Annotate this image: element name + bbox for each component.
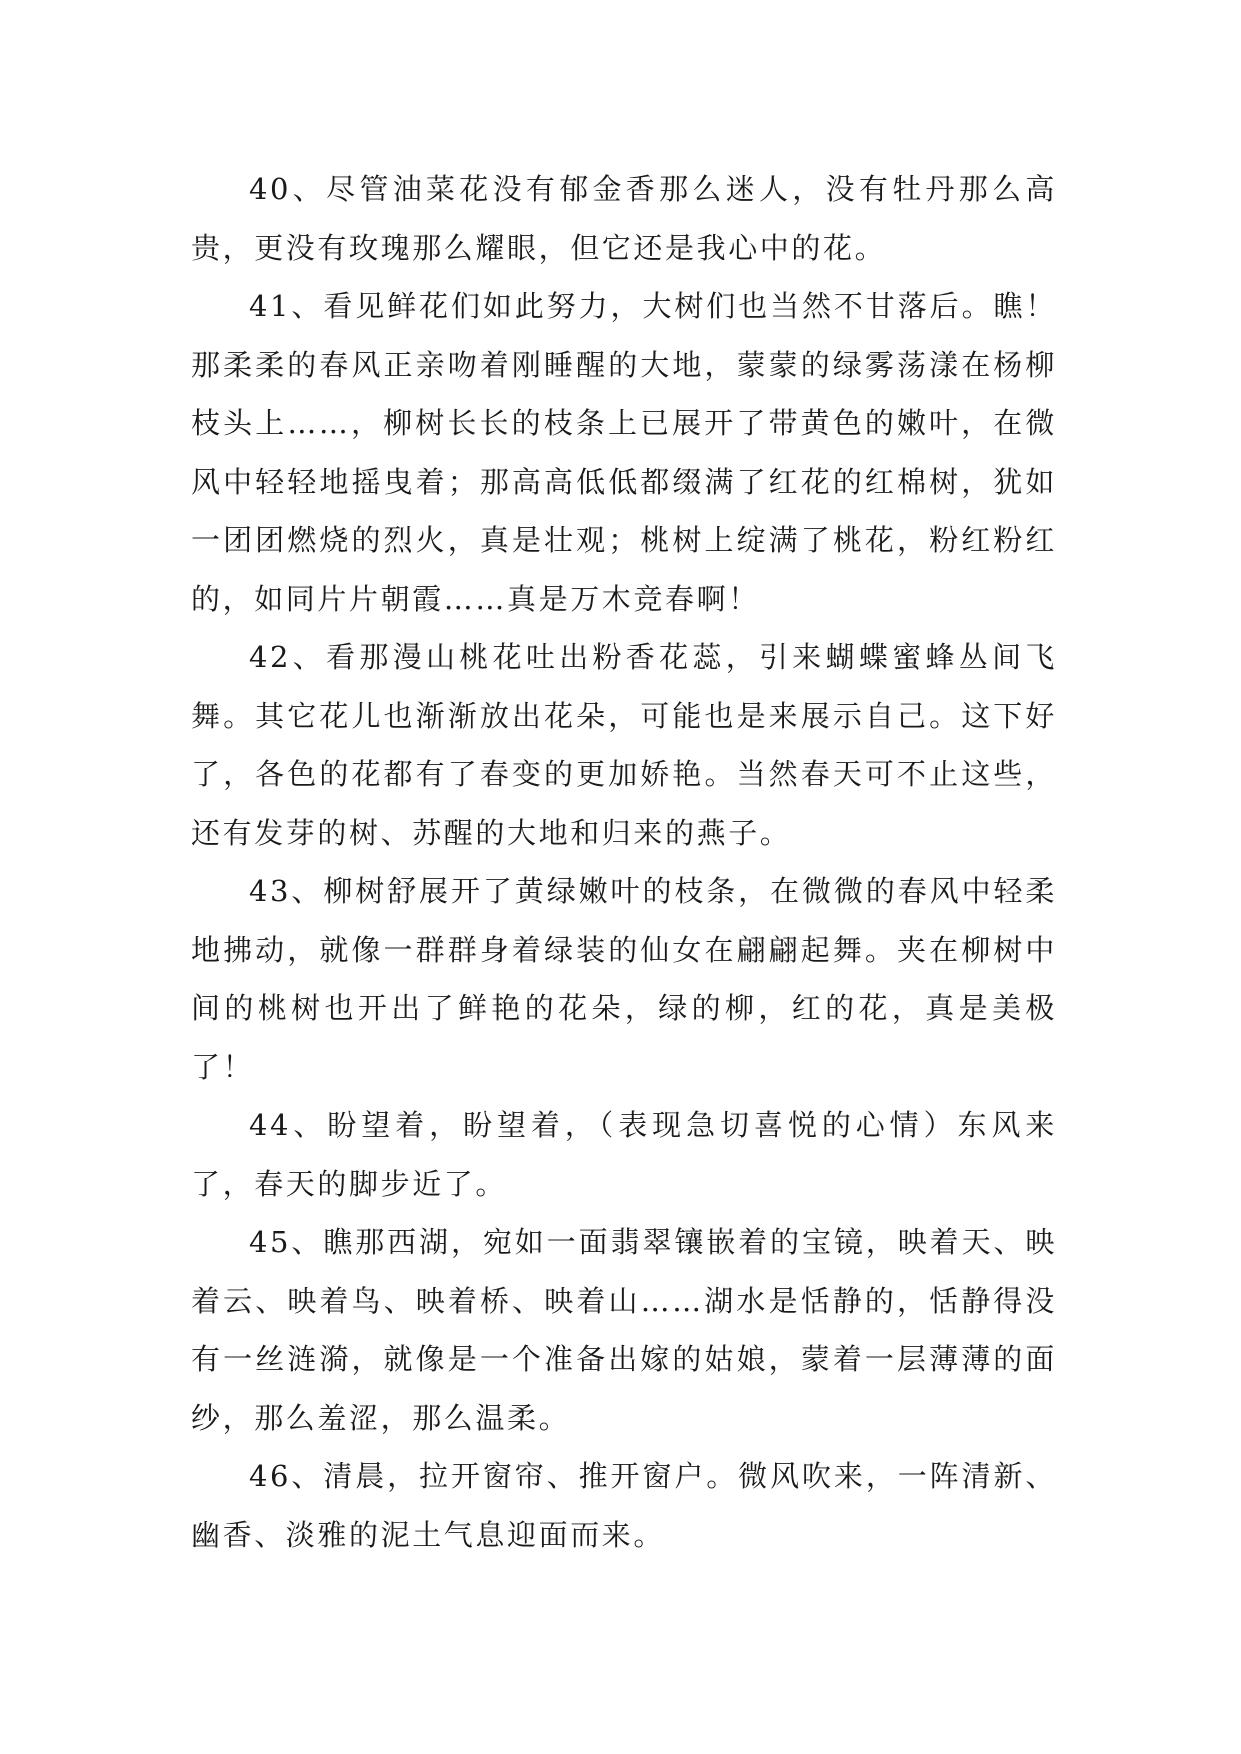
paragraph-42: 42、看那漫山桃花吐出粉香花蕊，引来蝴蝶蜜蜂丛间飞舞。其它花儿也渐渐放出花朵，可能也是来展示自己。这下好了，各色的花都有了春变的更加娇艳。当然春天可不止这些，还有发芽的树、苏醒的大地和归来的燕子。	[191, 640, 1057, 850]
paragraph-44: 44、盼望着，盼望着，（表现急切喜悦的心情）东风来了，春天的脚步近了。	[191, 1108, 1057, 1201]
paragraph-45: 45、瞧那西湖，宛如一面翡翠镶嵌着的宝镜，映着天、映着云、映着鸟、映着桥、映着山……湖水是恬静的，恬静得没有一丝涟漪，就像是一个准备出嫁的姑娘，蒙着一层薄薄的面纱，那么羞涩，那么温柔。	[191, 1225, 1057, 1435]
paragraph-43: 43、柳树舒展开了黄绿嫩叶的枝条，在微微的春风中轻柔地拂动，就像一群群身着绿装的仙女在翩翩起舞。夹在柳树中间的桃树也开出了鲜艳的花朵，绿的柳，红的花，真是美极了！	[191, 874, 1057, 1084]
paragraph-40: 40、尽管油菜花没有郁金香那么迷人，没有牡丹那么高贵，更没有玫瑰那么耀眼，但它还是我心中的花。	[191, 172, 1057, 265]
paragraph-46: 46、清晨，拉开窗帘、推开窗户。微风吹来，一阵清新、幽香、淡雅的泥土气息迎面而来。	[191, 1459, 1057, 1552]
paragraph-41: 41、看见鲜花们如此努力，大树们也当然不甘落后。瞧！那柔柔的春风正亲吻着刚睡醒的大地，蒙蒙的绿雾荡漾在杨柳枝头上……，柳树长长的枝条上已展开了带黄色的嫩叶，在微风中轻轻地摇曳着；那高高低低都缀满了红花的红棉树，犹如一团团燃烧的烈火，真是壮观；桃树上绽满了桃花，粉红粉红的，如同片片朝霞……真是万木竞春啊！	[191, 289, 1057, 616]
document-body	[191, 160, 1057, 1564]
